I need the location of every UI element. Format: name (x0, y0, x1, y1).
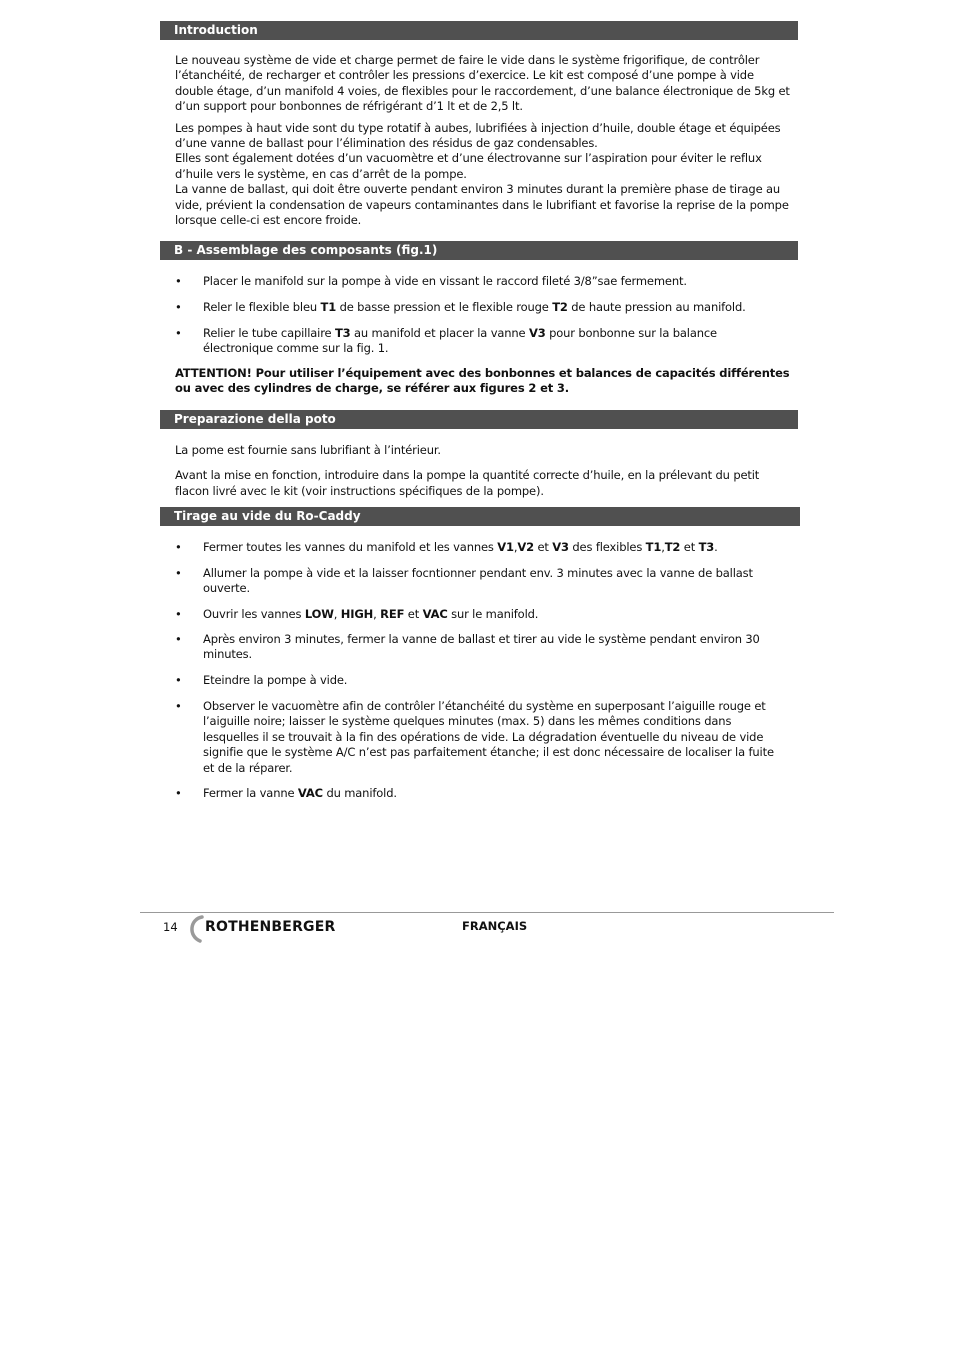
intro-paragraph-1: Le nouveau système de vide et charge permet de faire le vide dans le système frigorifique, de contrôler l’étanchéité, de recharger et contrôler les pressions d’exercice. Le kit est composé d’une pompe à vide double étage, d’un manifold 4 voies, de flexibles pour le raccordement, d’une balance électronique de 5kg et d’un support pour bonbonnes de réfrigérant d’1 lt et de 2,5 lt. (175, 53, 790, 114)
vacuum-step-4: Après environ 3 minutes, fermer la vanne de ballast et tirer au vide le système pendant environ 30 minutes. (203, 632, 760, 662)
intro-paragraph-2c: La vanne de ballast, qui doit être ouverte pendant environ 3 minutes durant la première phase de tirage au vide, prévient la condensation de vapeurs contaminantes dans le lubrifiant et favorise la reprise de la pompe lorsque celle-ci est encore froide. (175, 182, 789, 228)
vacuum-step-2: Allumer la pompe à vide et la laisser focntionner pendant env. 3 minutes avec la vanne de ballast ouverte. (203, 566, 753, 596)
intro-text (175, 53, 791, 228)
vacuum-step-7: Fermer la vanne VAC du manifold. (203, 786, 397, 800)
page-number: 14 (163, 920, 178, 934)
vacuum-step-1: Fermer toutes les vannes du manifold et les vannes V1,V2 et V3 des flexibles T1,T2 et T3. (203, 540, 718, 554)
prep-text (175, 443, 791, 499)
bullet-icon: • (175, 566, 182, 580)
vacuum-step-6: Observer le vacuomètre afin de contrôler l’étanchéité du système en superposant l’aiguille rouge et l’aiguille noire; laisser le système quelques minutes (max. 5) dans les mêmes conditions dans lesquelles il se trouvait à la fin des opérations de vide. La dégradation éventuelle du niveau de vide signifie que le système A/C n’est pas parfaitement étanche; il est donc nécessaire de localiser la fuite et de la réparer. (203, 699, 774, 775)
assembly-step-2: Reler le flexible bleu T1 de basse pression et le flexible rouge T2 de haute pression au manifold. (203, 300, 746, 314)
footer-rule (140, 912, 834, 913)
prep-paragraph-1: La pome est fournie sans lubrifiant à l’intérieur. (175, 443, 441, 457)
bullet-icon: • (175, 300, 182, 314)
assembly-step-3: Relier le tube capillaire T3 au manifold et placer la vanne V3 pour bonbonne sur la balance électronique comme sur la fig. 1. (203, 326, 717, 356)
bullet-icon: • (175, 540, 182, 554)
section-header-vacuum: Tirage au vide du Ro-Caddy (160, 507, 800, 526)
vacuum-step-3: Ouvrir les vannes LOW, HIGH, REF et VAC sur le manifold. (203, 607, 539, 621)
bullet-icon: • (175, 326, 182, 340)
section-header-introduction: Introduction (160, 21, 798, 40)
intro-paragraph-2a: Les pompes à haut vide sont du type rotatif à aubes, lubrifiées à injection d’huile, double étage et équipées d’une vanne de ballast pour l’élimination des résidus de gaz condensables. (175, 120, 781, 151)
attention-note: ATTENTION! Pour utiliser l’équipement avec des bonbonnes et balances de capacités différentes ou avec des cylindres de charge, se référer aux figures 2 et 3. (175, 366, 790, 396)
intro-paragraph-2b: Elles sont également dotées d’un vacuomètre et d’une électrovanne sur l’aspiration pour éviter le reflux d’huile vers le système, en cas d’arrêt de la pompe. (175, 151, 762, 181)
language-label: FRANÇAIS (462, 919, 528, 933)
prep-paragraph-2: Avant la mise en fonction, introduire dans la pompe la quantité correcte d’huile, en la prélevant du petit flacon livré avec le kit (voir instructions spécifiques de la pompe). (175, 468, 760, 498)
assembly-step-1: Placer le manifold sur la pompe à vide en vissant le raccord fileté 3/8”sae fermement. (203, 274, 687, 288)
bullet-icon: • (175, 632, 182, 646)
vacuum-step-5: Eteindre la pompe à vide. (203, 673, 348, 687)
section-header-preparation: Preparazione della poto (160, 410, 798, 429)
bullet-icon: • (175, 673, 182, 687)
section-header-assembly: B - Assemblage des composants (fig.1) (160, 241, 798, 260)
bullet-icon: • (175, 699, 182, 713)
bullet-icon: • (175, 607, 182, 621)
bullet-icon: • (175, 786, 182, 800)
bullet-icon: • (175, 274, 182, 288)
brand-logo-text: ROTHENBERGER (205, 919, 336, 935)
